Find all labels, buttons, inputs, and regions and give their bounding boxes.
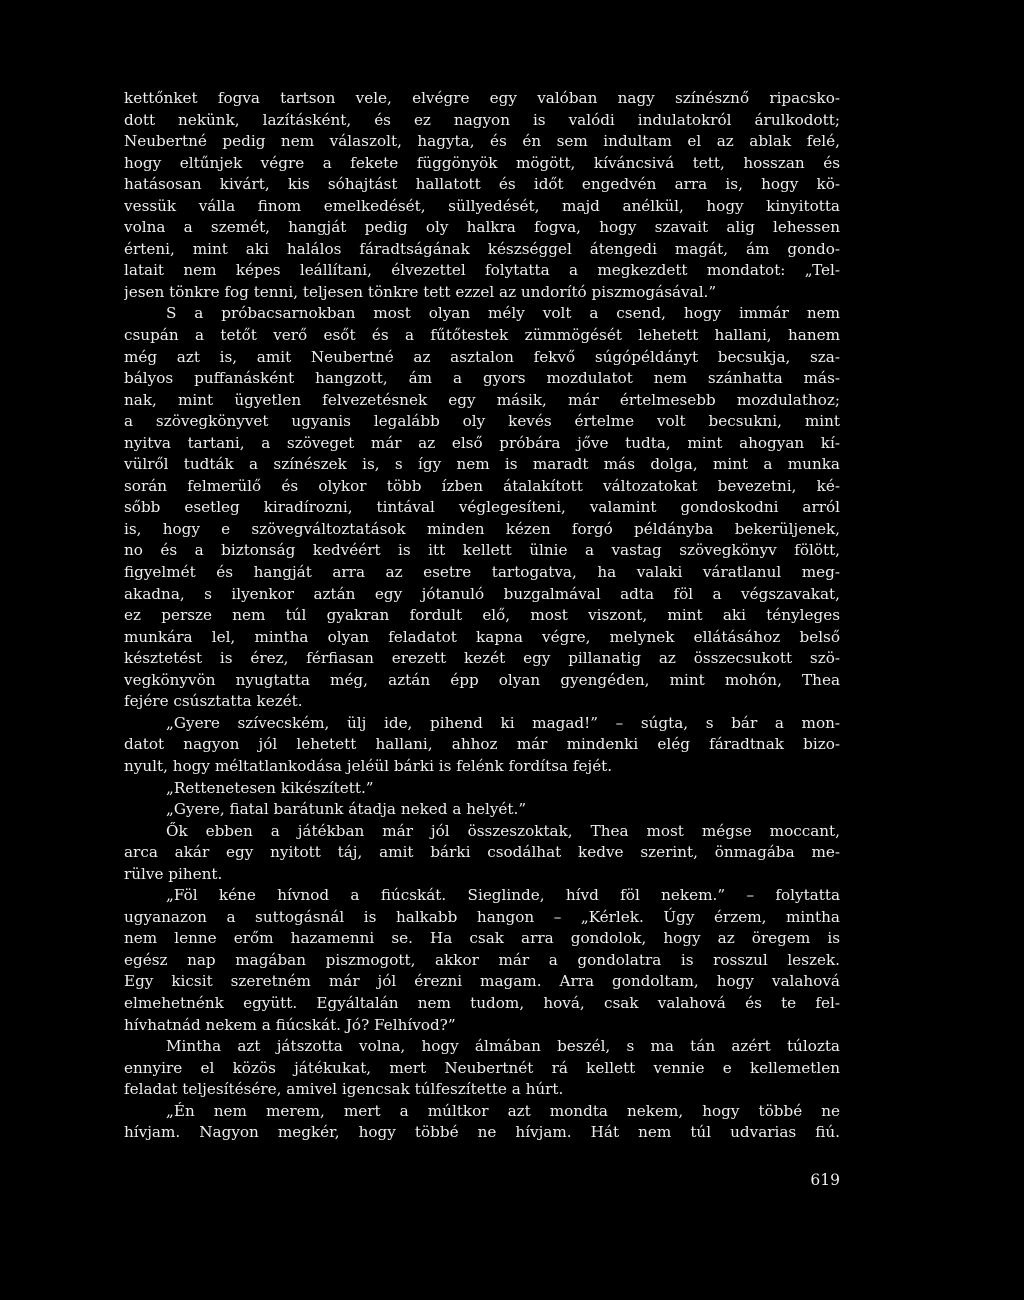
text-line: is, hogy e szövegváltoztatások minden kézen forgó példányba bekerüljenek, — [124, 519, 840, 538]
text-line: jesen tönkre fog tenni, teljesen tönkre tett ezzel az undorító piszmogásával.” — [124, 282, 717, 301]
text-line: akadna, s ilyenkor aztán egy jótanuló buzgalmával adta föl a végszavakat, — [124, 584, 840, 603]
text-line: „Gyere szívecském, ülj ide, pihend ki magad!” – súgta, s bár a mon- — [166, 713, 840, 732]
paragraph — [124, 799, 840, 821]
text-line: sőbb esetleg kiradírozni, tintával véglegesíteni, valamint gondoskodni arról — [124, 498, 840, 517]
text-line: volna a szemét, hangját pedig oly halkra fogva, hogy szavait alig lehessen — [124, 218, 840, 237]
text-line: S a próbacsarnokban most olyan mély volt a csend, hogy immár nem — [166, 304, 840, 323]
text-line: ez persze nem túl gyakran fordult elő, most viszont, mint aki tényleges — [124, 606, 840, 625]
text-line: egész nap magában piszmogott, akkor már a gondolatra is rosszul leszek. — [124, 950, 840, 969]
text-line: latait nem képes leállítani, élvezettel folytatta a megkezdett mondatot: „Tel- — [124, 261, 840, 280]
paragraph — [124, 303, 840, 712]
text-line: Neubertné pedig nem válaszolt, hagyta, és én sem indultam el az ablak felé, — [124, 132, 840, 151]
paragraph — [124, 885, 840, 1036]
text-line: feladat teljesítésére, amivel igencsak túlfeszítette a húrt. — [124, 1080, 564, 1099]
paragraph — [124, 88, 840, 303]
text-line: munkára lel, mintha olyan feladatot kapna végre, melynek ellátásához belső — [124, 627, 840, 646]
text-line: csupán a tetőt verő esőt és a fűtőtestek zümmögését lehetett hallani, hanem — [124, 326, 840, 345]
text-line: késztetést is érez, férfiasan erezett kezét egy pillanatig az összecsukott szö- — [124, 649, 840, 668]
text-line: dott nekünk, lazításként, és ez nagyon is valódi indulatokról árulkodott; — [124, 110, 840, 129]
text-line: no és a biztonság kedvéért is itt kellett ülnie a vastag szövegkönyv fölött, — [124, 541, 840, 560]
text-line: hatásosan kivárt, kis sóhajtást hallatott és időt engedvén arra is, hogy kö- — [124, 175, 840, 194]
text-line: ennyire el közös játékukat, mert Neubertnét rá kellett vennie e kellemetlen — [124, 1058, 840, 1077]
text-line: nak, mint ügyetlen felvezetésnek egy másik, már értelmesebb mozdulathoz; — [124, 390, 840, 409]
text-line: rülve pihent. — [124, 864, 223, 883]
paragraph — [124, 1036, 840, 1101]
text-line: Egy kicsit szeretném már jól érezni magam. Arra gondoltam, hogy valahová — [124, 972, 840, 991]
text-line: vegkönyvön nyugtatta még, aztán épp olyan gyengéden, mint mohón, Thea — [124, 670, 840, 689]
text-line: során felmerülő és olykor több ízben átalakított változatokat bevezetni, ké- — [124, 476, 840, 495]
page-text — [124, 88, 840, 1144]
text-line: nyitva tartani, a szöveget már az első próbára jőve tudta, mint ahogyan kí- — [124, 433, 840, 452]
text-line: kettőnket fogva tartson vele, elvégre egy valóban nagy színésznő ripacsko- — [124, 89, 840, 107]
text-line: „Föl kéne hívnod a fiúcskát. Sieglinde, hívd föl nekem.” – folytatta — [166, 886, 840, 905]
text-line: figyelmét és hangját arra az esetre tartogatva, ha valaki váratlanul meg- — [124, 563, 840, 582]
text-line: „Gyere, fiatal barátunk átadja neked a helyét.” — [166, 800, 527, 819]
paragraph — [124, 713, 840, 778]
text-line: elmehetnénk együtt. Egyáltalán nem tudom, hová, csak valahová és te fel- — [124, 993, 840, 1012]
text-line: ugyanazon a suttogásnál is halkabb hangon – „Kérlek. Úgy érzem, mintha — [124, 907, 840, 926]
text-line: a szövegkönyvet ugyanis legalább oly kevés értelme volt becsukni, mint — [124, 412, 840, 431]
text-line: vülről tudták a színészek is, s így nem is maradt más dolga, mint a munka — [124, 455, 840, 474]
text-line: Ők ebben a játékban már jól összeszoktak, Thea most mégse moccant, — [166, 821, 840, 840]
paragraph — [124, 778, 840, 800]
text-line: fejére csúsztatta kezét. — [124, 692, 303, 711]
text-line: nyult, hogy méltatlankodása jeléül bárki is felénk fordítsa fejét. — [124, 756, 613, 775]
text-line: bályos puffanásként hangzott, ám a gyors mozdulatot nem szánhatta más- — [124, 369, 840, 388]
paragraph — [124, 1101, 840, 1144]
paragraph — [124, 821, 840, 886]
text-line: datot nagyon jól lehetett hallani, ahhoz már mindenki elég fáradtnak bizo- — [124, 735, 840, 754]
text-line: „Én nem merem, mert a múltkor azt mondta nekem, hogy többé ne — [166, 1101, 840, 1120]
text-line: arca akár egy nyitott táj, amit bárki csodálhat kedve szerint, önmagába me- — [124, 843, 840, 862]
page-number: 619 — [810, 1171, 840, 1189]
text-line: hogy eltűnjek végre a fekete függönyök mögött, kíváncsivá tett, hosszan és — [124, 153, 840, 172]
text-line: hívhatnád nekem a fiúcskát. Jó? Felhívod?” — [124, 1015, 456, 1034]
text-line: Mintha azt játszotta volna, hogy álmában beszél, s ma tán azért túlozta — [166, 1037, 840, 1056]
text-line: vessük válla finom emelkedését, süllyedését, majd anélkül, hogy kinyitotta — [124, 196, 840, 215]
text-line: nem lenne erőm hazamenni se. Ha csak arra gondolok, hogy az öregem is — [124, 929, 840, 948]
text-line: hívjam. Nagyon megkér, hogy többé ne hívjam. Hát nem túl udvarias fiú. — [124, 1123, 840, 1142]
text-line: érteni, mint aki halálos fáradtságának készséggel átengedi magát, ám gondo- — [124, 239, 840, 258]
text-line: „Rettenetesen kikészített.” — [166, 778, 374, 797]
text-line: még azt is, amit Neubertné az asztalon fekvő súgópéldányt becsukja, sza- — [124, 347, 840, 366]
